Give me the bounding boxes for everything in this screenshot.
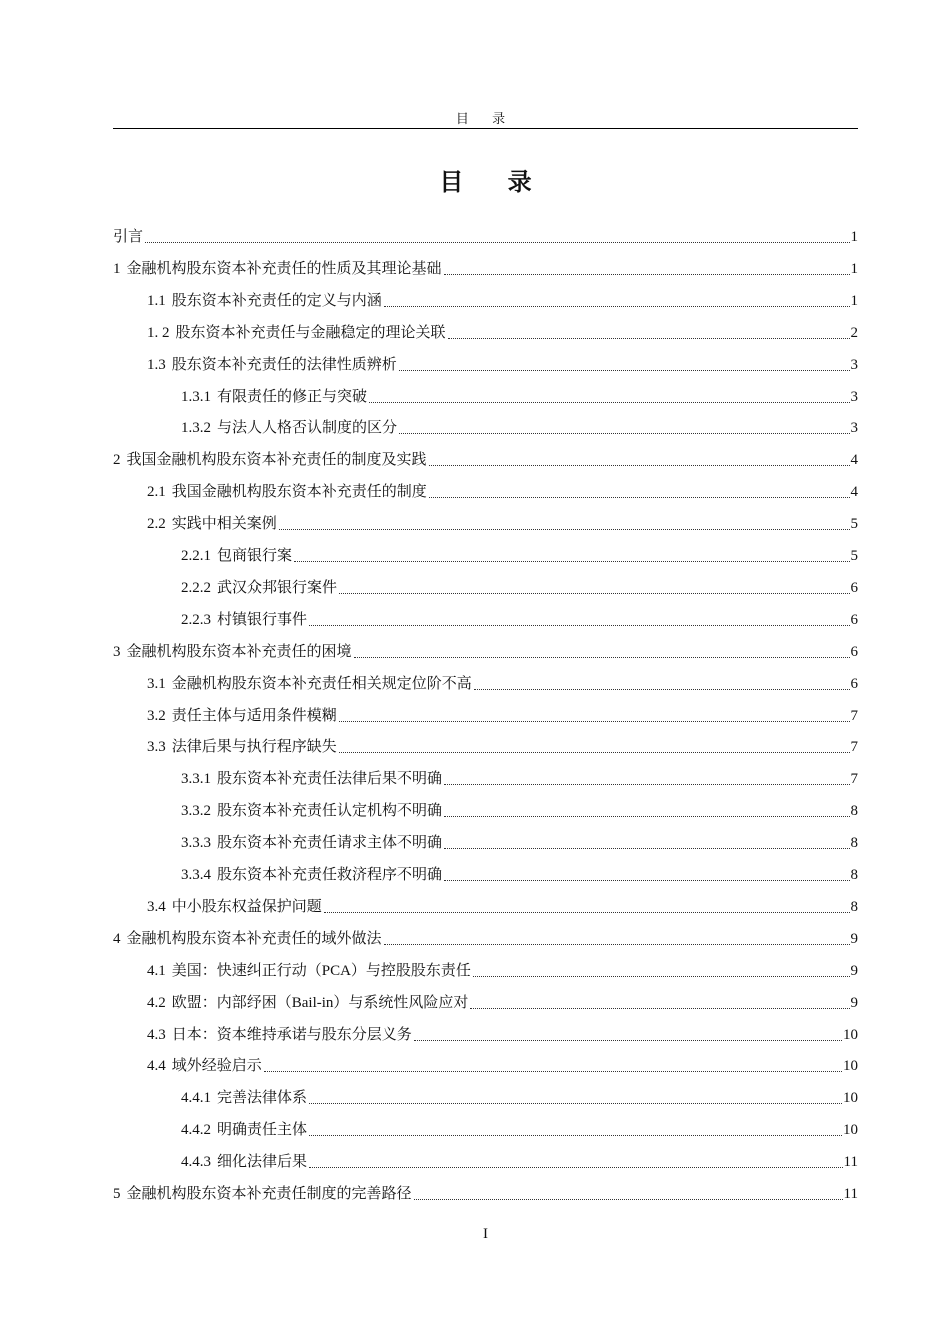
toc-entry-page: 4: [850, 484, 858, 501]
toc-entry-label: [181, 1087, 309, 1109]
dot-leader: [473, 976, 850, 977]
toc-entry-label: [181, 545, 294, 567]
toc-entry-label: [181, 417, 399, 439]
toc-entry-page: 8: [850, 803, 858, 820]
dot-leader: [384, 944, 850, 945]
dot-leader: [354, 657, 850, 658]
dot-leader: [444, 274, 850, 275]
toc-entry-text: 与法人人格否认制度的区分: [217, 420, 398, 437]
toc-entry-page: 10: [843, 1090, 858, 1107]
toc-entry[interactable]: [147, 1024, 858, 1046]
toc-entry-number: 2.2.1: [181, 548, 211, 564]
running-header: 目 录: [455, 111, 516, 126]
toc-entry-label: [113, 449, 429, 471]
toc-entry-label: [147, 736, 339, 758]
toc-entry[interactable]: [181, 417, 858, 439]
toc-entry[interactable]: [147, 354, 858, 376]
toc-entry-page: 1: [850, 260, 858, 277]
toc-entry-number: 1.1: [147, 292, 166, 309]
toc-entry[interactable]: [181, 800, 858, 822]
toc-entry-text: 实践中相关案例: [171, 516, 277, 533]
dot-leader: [399, 433, 849, 434]
toc-entry-label: [113, 258, 444, 280]
toc-entry-text: 日本：资本维持承诺与股东分层义务: [171, 1026, 412, 1043]
toc-entry-text: 金融机构股东资本补充责任相关规定位阶不高: [171, 675, 472, 692]
toc-entry-text: 中小股东权益保护问题: [171, 898, 322, 915]
toc-entry[interactable]: [181, 832, 858, 854]
toc-entry-label: [181, 768, 444, 790]
toc-entry[interactable]: [147, 960, 858, 982]
toc-entry-page: 6: [850, 611, 858, 628]
toc-entry-number: 1: [113, 260, 121, 277]
toc-entry-label: [113, 1183, 414, 1205]
toc-entry-number: 5: [113, 1186, 121, 1202]
dot-leader: [279, 529, 850, 530]
toc-entry-text: 股东资本补充责任法律后果不明确: [217, 771, 443, 788]
toc-entry-number: 4.3: [147, 1026, 166, 1043]
toc-entry-label: [147, 481, 429, 503]
toc-entry-number: 3.1: [147, 675, 166, 692]
toc-entry[interactable]: [181, 545, 858, 567]
toc-entry[interactable]: [113, 1183, 858, 1205]
toc-entry-text: 股东资本补充责任的定义与内涵: [171, 292, 382, 309]
dot-leader: [309, 1103, 842, 1104]
toc-entry[interactable]: [113, 449, 858, 471]
toc-entry-label: [181, 577, 339, 599]
toc-entry-page: 1: [850, 292, 858, 309]
dot-leader: [470, 1008, 849, 1009]
toc-entry-label: [113, 928, 384, 950]
toc-entry[interactable]: [147, 992, 858, 1014]
dot-leader: [264, 1071, 842, 1072]
toc-entry-label: [181, 609, 309, 631]
dot-leader: [414, 1040, 842, 1041]
dot-leader: [444, 784, 849, 785]
toc-entry-label: [181, 800, 444, 822]
toc-entry[interactable]: [181, 864, 858, 886]
toc-entry-text: 完善法律体系: [217, 1090, 308, 1107]
toc-entry[interactable]: [147, 513, 858, 535]
toc-entry-number: 3.2: [147, 707, 166, 724]
header-rule: [113, 128, 858, 129]
toc-entry-page: 11: [843, 1154, 858, 1171]
dot-leader: [309, 625, 849, 626]
toc-entry[interactable]: [147, 481, 858, 503]
dot-leader: [309, 1167, 843, 1168]
toc-entry-page: 9: [850, 962, 858, 979]
dot-leader: [474, 689, 850, 690]
toc-entry-label: [147, 1055, 264, 1077]
toc-entry[interactable]: [113, 641, 858, 663]
toc-entry[interactable]: [181, 609, 858, 631]
toc-entry-text: 村镇银行事件: [217, 611, 308, 628]
toc-entry-text: 引言: [113, 229, 144, 245]
toc-entry-text: 责任主体与适用条件模糊: [171, 707, 337, 724]
toc-entry-text: 金融机构股东资本补充责任的域外做法: [126, 930, 382, 947]
toc-entry[interactable]: [113, 258, 858, 280]
toc-entry-text: 金融机构股东资本补充责任的困境: [126, 643, 352, 660]
toc-entry-text: 股东资本补充责任的法律性质辨析: [171, 356, 397, 373]
toc-entry-page: 9: [850, 994, 858, 1011]
page-title: 目 录: [439, 168, 550, 196]
dot-leader: [309, 1135, 842, 1136]
toc-entry-number: 3.3: [147, 739, 166, 756]
toc-entry-page: 3: [850, 388, 858, 405]
toc-entry-text: 武汉众邦银行案件: [217, 579, 338, 596]
toc-entry[interactable]: [181, 1151, 858, 1173]
toc-entry-text: 金融机构股东资本补充责任的性质及其理论基础: [126, 260, 442, 277]
toc-entry-text: 细化法律后果: [217, 1154, 308, 1171]
toc-entry[interactable]: [181, 386, 858, 408]
toc-entry-label: [147, 322, 448, 344]
toc-entry-text: 有限责任的修正与突破: [217, 388, 368, 405]
toc-entry[interactable]: [147, 896, 858, 918]
toc-entry[interactable]: [147, 290, 858, 312]
toc-entry-page: 10: [843, 1026, 858, 1043]
toc-entry-text: 明确责任主体: [217, 1122, 308, 1139]
toc-entry-label: [113, 226, 145, 248]
toc-entry-text: 法律后果与执行程序缺失: [171, 739, 337, 756]
toc-entry-number: 3.3.1: [181, 771, 211, 788]
toc-entry-number: 3.3.3: [181, 835, 211, 852]
toc-entry-label: [181, 864, 444, 886]
toc-entry-number: 2.2.3: [181, 611, 211, 628]
toc-entry-page: 11: [843, 1186, 858, 1202]
toc-entry-text: 美国：快速纠正行动（PCA）与控股股东责任: [171, 962, 471, 979]
toc-entry-label: [147, 1024, 414, 1046]
dot-leader: [384, 306, 850, 307]
toc-entry[interactable]: [147, 705, 858, 727]
toc-entry-number: 1.3: [147, 356, 166, 373]
dot-leader: [444, 880, 849, 881]
toc-entry-page: 5: [850, 548, 858, 564]
toc-entry-text: 域外经验启示: [171, 1058, 262, 1075]
toc-entry-page: 8: [850, 898, 858, 915]
toc-entry-text: 股东资本补充责任认定机构不明确: [217, 803, 443, 820]
toc-entry-number: 3.3.2: [181, 803, 211, 820]
toc-entry-page: 1: [850, 229, 858, 245]
dot-leader: [429, 465, 850, 466]
toc-entry-number: 2.2: [147, 516, 166, 533]
toc-entry-text: 我国金融机构股东资本补充责任的制度及实践: [126, 452, 427, 469]
dot-leader: [294, 561, 849, 562]
toc-entry-page: 8: [850, 867, 858, 883]
toc-entry-number: 2: [113, 452, 121, 469]
toc-entry-label: [147, 354, 399, 376]
dot-leader: [448, 338, 850, 339]
toc-entry-page: 7: [850, 707, 858, 724]
toc-entry[interactable]: [181, 768, 858, 790]
toc-entry-page: 10: [843, 1058, 858, 1075]
dot-leader: [369, 402, 849, 403]
toc-entry[interactable]: [147, 673, 858, 695]
toc-entry-label: [181, 1119, 309, 1141]
toc-entry-number: 4: [113, 930, 121, 947]
toc-entry-text: 金融机构股东资本补充责任制度的完善路径: [126, 1186, 412, 1202]
toc-entry-page: 2: [850, 324, 858, 341]
toc-entry-text: 股东资本补充责任与金融稳定的理论关联: [175, 324, 446, 341]
toc-entry[interactable]: [147, 736, 858, 758]
dot-leader: [414, 1199, 843, 1200]
dot-leader: [339, 593, 849, 594]
toc-entry-text: 股东资本补充责任救济程序不明确: [217, 867, 443, 883]
toc-entry-number: 3: [113, 643, 121, 660]
toc-entry-label: [147, 513, 279, 535]
toc-entry-number: 2.2.2: [181, 579, 211, 596]
toc-entry-number: 3.3.4: [181, 867, 211, 883]
toc-entry[interactable]: [147, 1055, 858, 1077]
toc-entry-label: [181, 386, 369, 408]
toc-entry-label: [147, 960, 473, 982]
toc-entry-text: 包商银行案: [217, 548, 293, 564]
toc-entry-page: 4: [850, 452, 858, 469]
dot-leader: [399, 370, 850, 371]
toc-entry-number: 4.4.1: [181, 1090, 211, 1107]
toc-entry[interactable]: [147, 322, 858, 344]
toc-entry-number: 4.4.3: [181, 1154, 211, 1171]
toc-entry-page: 7: [850, 739, 858, 756]
dot-leader: [444, 848, 849, 849]
toc-entry-number: 1.3.1: [181, 388, 211, 405]
dot-leader: [444, 816, 849, 817]
toc-entry-label: [147, 673, 474, 695]
toc-entry[interactable]: [113, 226, 858, 248]
toc-entry-label: [181, 832, 444, 854]
toc-entry-number: 3.4: [147, 898, 166, 915]
dot-leader: [429, 497, 850, 498]
dot-leader: [145, 242, 849, 243]
toc-entry-text: 欧盟：内部纾困（Bail-in）与系统性风险应对: [171, 994, 469, 1011]
dot-leader: [339, 721, 850, 722]
toc-entry-page: 3: [850, 420, 858, 437]
toc-entry-page: 3: [850, 356, 858, 373]
toc-entry-number: 4.1: [147, 962, 166, 979]
dot-leader: [324, 912, 850, 913]
toc-entry-number: 1. 2: [147, 324, 170, 341]
toc-entry-label: [147, 992, 470, 1014]
toc-entry[interactable]: [181, 1119, 858, 1141]
toc-entry-number: 4.4.2: [181, 1122, 211, 1139]
toc-entry-page: 10: [843, 1122, 858, 1139]
toc-entry-page: 7: [850, 771, 858, 788]
toc-entry[interactable]: [181, 1087, 858, 1109]
dot-leader: [339, 752, 850, 753]
toc-entry-number: 4.4: [147, 1058, 166, 1075]
page-number: I: [483, 1226, 488, 1242]
toc-entry-label: [113, 641, 354, 663]
toc-entry-label: [181, 1151, 309, 1173]
toc-entry-page: 6: [850, 643, 858, 660]
toc-entry-page: 6: [850, 675, 858, 692]
toc-entry-page: 8: [850, 835, 858, 852]
toc-entry-page: 9: [850, 930, 858, 947]
toc-entry-page: 5: [850, 516, 858, 533]
toc-entry[interactable]: [113, 928, 858, 950]
toc-entry-number: 1.3.2: [181, 420, 211, 437]
toc-entry[interactable]: [181, 577, 858, 599]
toc-entry-number: 4.2: [147, 994, 166, 1011]
toc-entry-text: 股东资本补充责任请求主体不明确: [217, 835, 443, 852]
toc-entry-label: [147, 290, 384, 312]
toc-entry-number: 2.1: [147, 484, 166, 501]
toc-entry-page: 6: [850, 579, 858, 596]
toc-entry-label: [147, 705, 339, 727]
toc-entry-text: 我国金融机构股东资本补充责任的制度: [171, 484, 427, 501]
toc-entry-label: [147, 896, 324, 918]
